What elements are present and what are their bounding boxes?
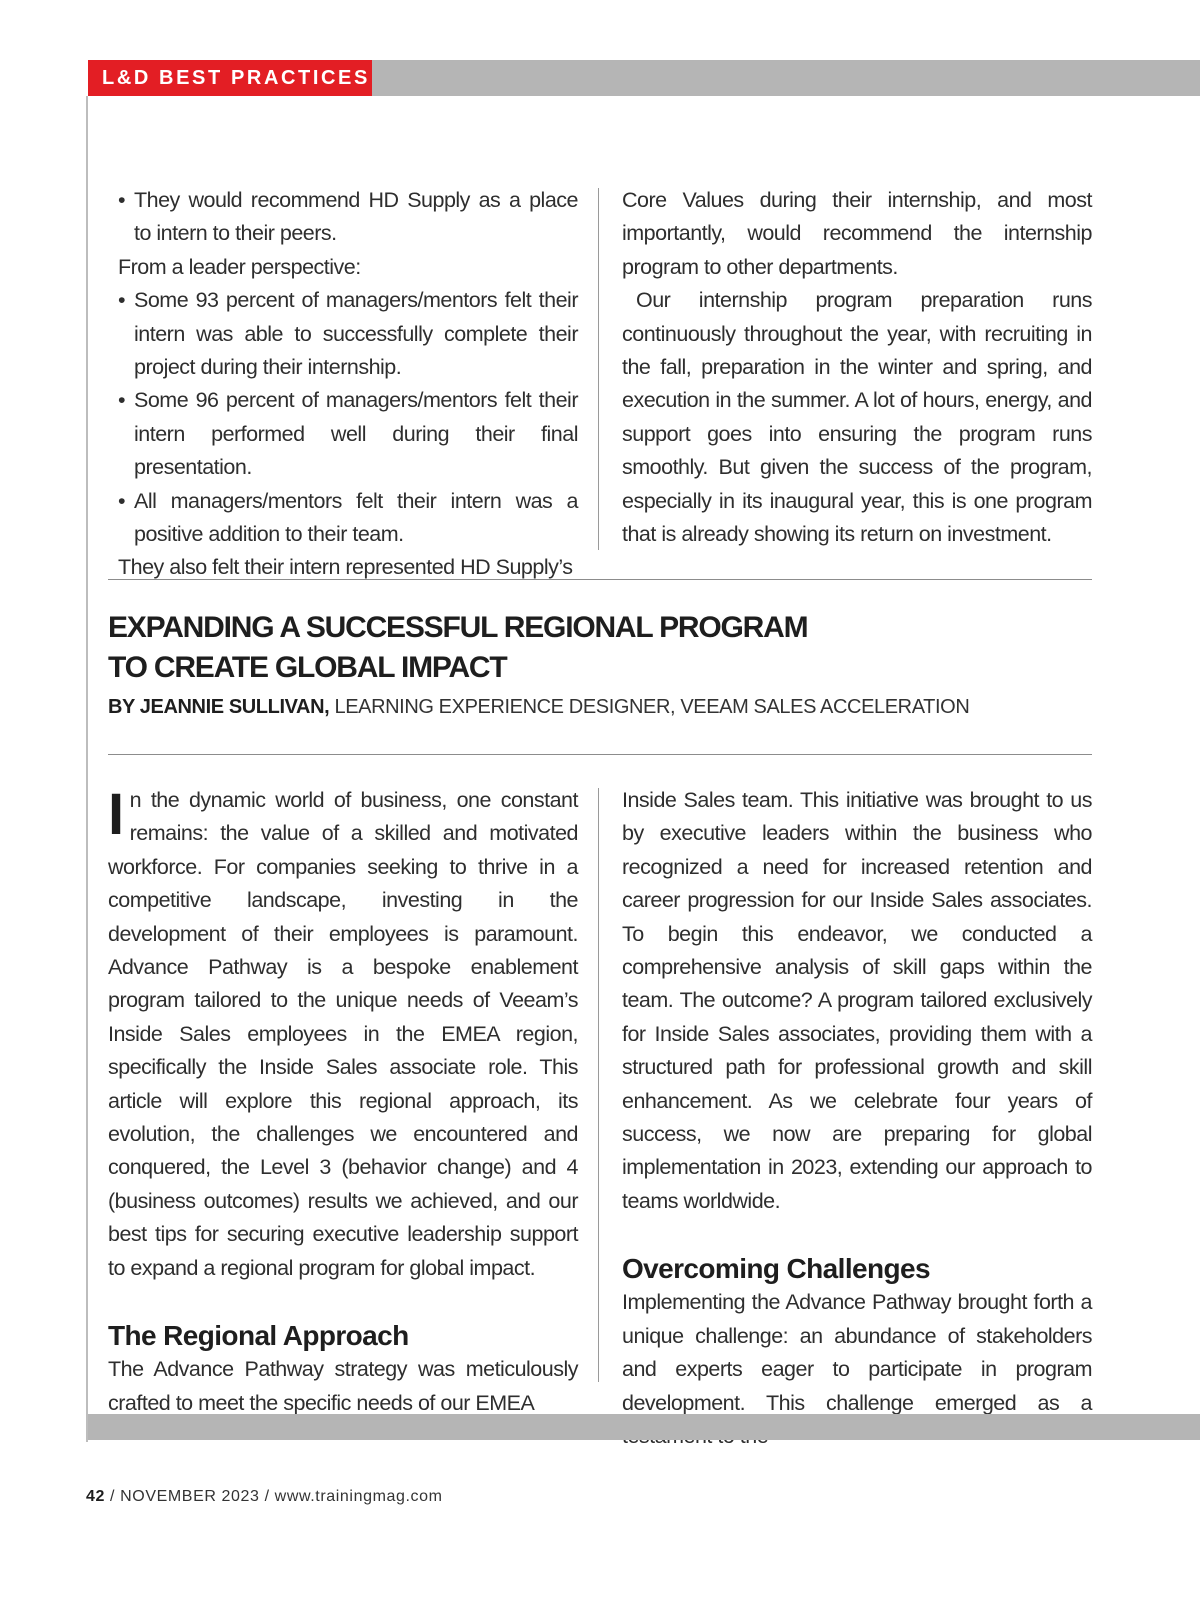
- section-tag: L&D BEST PRACTICES: [88, 60, 372, 96]
- section-divider: [108, 579, 1092, 580]
- core-values-paragraph: Core Values during their internship, and most importantly, would recommend the internship program to other departments.: [622, 188, 1092, 279]
- inside-sales-paragraph: Inside Sales team. This initiative was brought to us by executive leaders within the business who recognized a need for increased retention and career progression for our Inside Sales associates. To begin this endeavor, we conducted a comprehensive analysis of skill gaps within the team. The outcome? A program tailored exclusively for Inside Sales associates, providing them with a structured path for professional growth and skill enhancement. As we celebrate four years of success, we now are preparing for global implementation in 2023, extending our approach to teams worldwide.: [622, 788, 1092, 1213]
- intro-paragraph: In the dynamic world of business, one constant remains: the value of a skilled and motivated workforce. For companies seeking to thrive in a competitive landscape, investing in the development of their employees is paramount. Advance Pathway is a bespoke enablement program tailored to the unique needs of Veeam’s Inside Sales employees in the EMEA region, specifically the Inside Sales associate role. This article will explore this regional approach, its evolution, the challenges we encountered and conquered, the Level 3 (behavior change) and 4 (business outcomes) results we achieved, and our best tips for securing executive leadership support to expand a regional program for global impact.: [108, 782, 578, 1280]
- article-headline: EXPANDING A SUCCESSFUL REGIONAL PROGRAM TO CREATE GLOBAL IMPACT: [108, 611, 808, 684]
- intern-bullet-list: [118, 184, 578, 251]
- closing-paragraph: They also felt their intern represented HD Supply’s: [118, 555, 573, 580]
- leader-intro: From a leader perspective:: [118, 254, 361, 279]
- bullet-icon: •: [118, 288, 126, 313]
- footer-issue-info: / NOVEMBER 2023 / www.trainingmag.com: [105, 1488, 443, 1505]
- leader-bullet-list: [118, 284, 578, 551]
- byline-author: BY JEANNIE SULLIVAN,: [108, 696, 330, 718]
- byline: [108, 694, 1092, 720]
- regional-paragraph: The Advance Pathway strategy was meticulously crafted to meet the specific needs of our EMEA: [108, 1357, 578, 1415]
- challenges-paragraph: Implementing the Advance Pathway brought forth a unique challenge: an abundance of stakeholders and experts eager to participate in program development. This challenge emerged as a: [622, 1290, 1092, 1415]
- top-left-column: [118, 184, 578, 585]
- subhead-overcoming-challenges: Overcoming Challenges: [622, 1253, 930, 1285]
- left-margin-rule: [86, 96, 88, 1442]
- drop-cap: I: [108, 782, 124, 847]
- top-right-column: [622, 184, 1092, 551]
- footer-band: [88, 1414, 1200, 1440]
- column-divider: [598, 788, 599, 1382]
- list-item: • Some 96 percent of managers/mentors felt their intern performed well during their final presentation.: [118, 384, 578, 484]
- bullet-icon: •: [118, 188, 126, 212]
- bullet-icon: •: [118, 388, 126, 413]
- list-item: • Some 93 percent of managers/mentors felt their intern was able to successfully complete their project during their internship.: [118, 284, 578, 384]
- column-divider: [598, 188, 599, 550]
- byline-divider: [108, 754, 1092, 755]
- article-right-column: [622, 784, 1092, 1453]
- list-item: • They would recommend HD Supply as a place to intern to their peers.: [118, 184, 578, 251]
- byline-role: LEARNING EXPERIENCE DESIGNER, VEEAM SALES ACCELERATION: [334, 696, 970, 718]
- preparation-paragraph: Our internship program preparation runs continuously throughout the year, with recruiting in the fall, preparation in the winter and spring, and execution in the summer. A lot of hours, energy, and support goes into ensuring the program runs smoothly. But given the success of the program, especially in its inaugural year, this is one program that is already showing its return on investment.: [622, 288, 1092, 547]
- page-footer: [86, 1488, 443, 1506]
- bullet-icon: •: [118, 488, 126, 513]
- subhead-regional-approach: The Regional Approach: [108, 1320, 409, 1352]
- article-left-column: [108, 784, 578, 1420]
- page-number: 42: [86, 1488, 105, 1505]
- list-item: • All managers/mentors felt their intern was a positive addition to their team.: [118, 485, 578, 552]
